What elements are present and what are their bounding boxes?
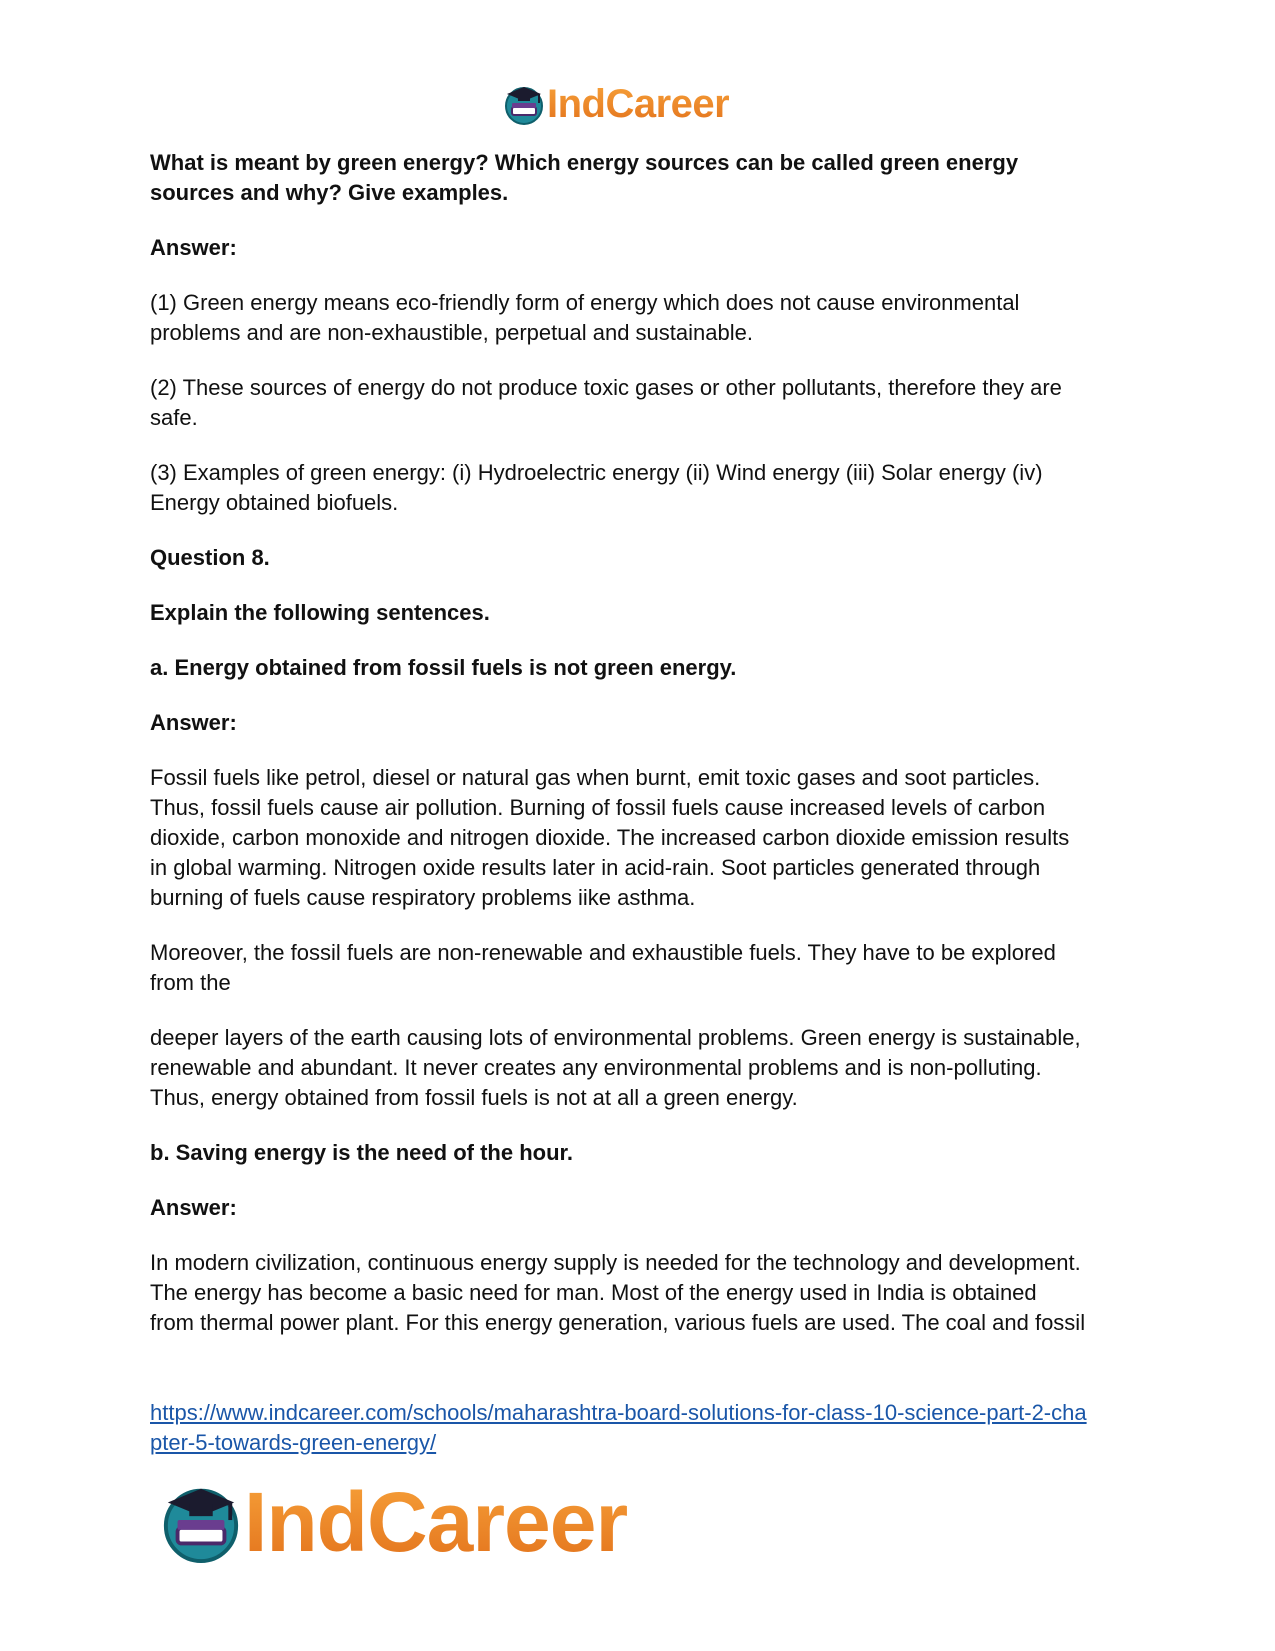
text-line: Thus, energy obtained from fossil fuels is not at all a green energy. — [150, 1085, 798, 1110]
text-line: renewable and abundant. It never creates any environmental problems and is non-polluting. — [150, 1055, 1042, 1080]
text-line: problems and are non-exhaustible, perpetual and sustainable. — [150, 320, 753, 345]
text-line: In modern civilization, continuous energy supply is needed for the technology and development. — [150, 1250, 1081, 1275]
answer-label: Answer: — [150, 1195, 237, 1220]
text-line: deeper layers of the earth causing lots of environmental problems. Green energy is sustainable, — [150, 1025, 1081, 1050]
text-line: dioxide, carbon monoxide and nitrogen dioxide. The increased carbon dioxide emission results — [150, 825, 1070, 850]
header-logo-text: IndCareer — [547, 81, 730, 126]
text-line: burning of fuels cause respiratory problems iike asthma. — [150, 885, 696, 910]
graduation-cap-book-globe-icon — [503, 83, 545, 125]
question-title-line: sources and why? Give examples. — [150, 180, 509, 205]
footer-logo — [160, 1472, 627, 1572]
answer-paragraph-b1 — [150, 1248, 1135, 1338]
answer-paragraph-a3 — [150, 1023, 1135, 1113]
question-title — [150, 148, 1135, 208]
answer-point-3 — [150, 458, 1135, 518]
text-line: (2) These sources of energy do not produce toxic gases or other pollutants, therefore they are — [150, 375, 1062, 400]
footer-logo-text: IndCareer — [244, 1474, 628, 1569]
answer-point-2 — [150, 373, 1135, 433]
source-url-line: pter-5-towards-green-energy/ — [150, 1430, 437, 1455]
document-body — [150, 148, 1135, 1363]
graduation-cap-book-globe-icon — [160, 1481, 242, 1563]
sub-question-b: b. Saving energy is the need of the hour. — [150, 1140, 573, 1165]
text-line: in global warming. Nitrogen oxide results later in acid-rain. Soot particles generated through — [150, 855, 1041, 880]
text-line: (1) Green energy means eco-friendly form of energy which does not cause environmental — [150, 290, 1020, 315]
text-line: from the — [150, 970, 231, 995]
answer-paragraph-a2 — [150, 938, 1135, 998]
text-line: Energy obtained biofuels. — [150, 490, 399, 515]
answer-label: Answer: — [150, 710, 237, 735]
text-line: from thermal power plant. For this energy generation, various fuels are used. The coal and fossil — [150, 1310, 1086, 1335]
header-logo — [503, 76, 729, 132]
answer-label: Answer: — [150, 235, 237, 260]
source-url-line: https://www.indcareer.com/schools/maharashtra-board-solutions-for-class-10-science-part-2-cha — [150, 1400, 1087, 1425]
text-line: Fossil fuels like petrol, diesel or natural gas when burnt, emit toxic gases and soot particles. — [150, 765, 1041, 790]
answer-point-1 — [150, 288, 1135, 348]
text-line: The energy has become a basic need for man. Most of the energy used in India is obtained — [150, 1280, 1037, 1305]
text-line: (3) Examples of green energy: (i) Hydroelectric energy (ii) Wind energy (iii) Solar energy (iv) — [150, 460, 1043, 485]
sub-question-a: a. Energy obtained from fossil fuels is not green energy. — [150, 655, 737, 680]
answer-paragraph-a1 — [150, 763, 1135, 913]
text-line: safe. — [150, 405, 198, 430]
text-line: Thus, fossil fuels cause air pollution. Burning of fossil fuels cause increased levels of carbon — [150, 795, 1046, 820]
question-title-line: What is meant by green energy? Which energy sources can be called green energy — [150, 150, 1019, 175]
question-heading: Explain the following sentences. — [150, 600, 490, 625]
question-number: Question 8. — [150, 545, 270, 570]
text-line: Moreover, the fossil fuels are non-renewable and exhaustible fuels. They have to be explored — [150, 940, 1056, 965]
source-url-link[interactable] — [150, 1398, 1150, 1458]
